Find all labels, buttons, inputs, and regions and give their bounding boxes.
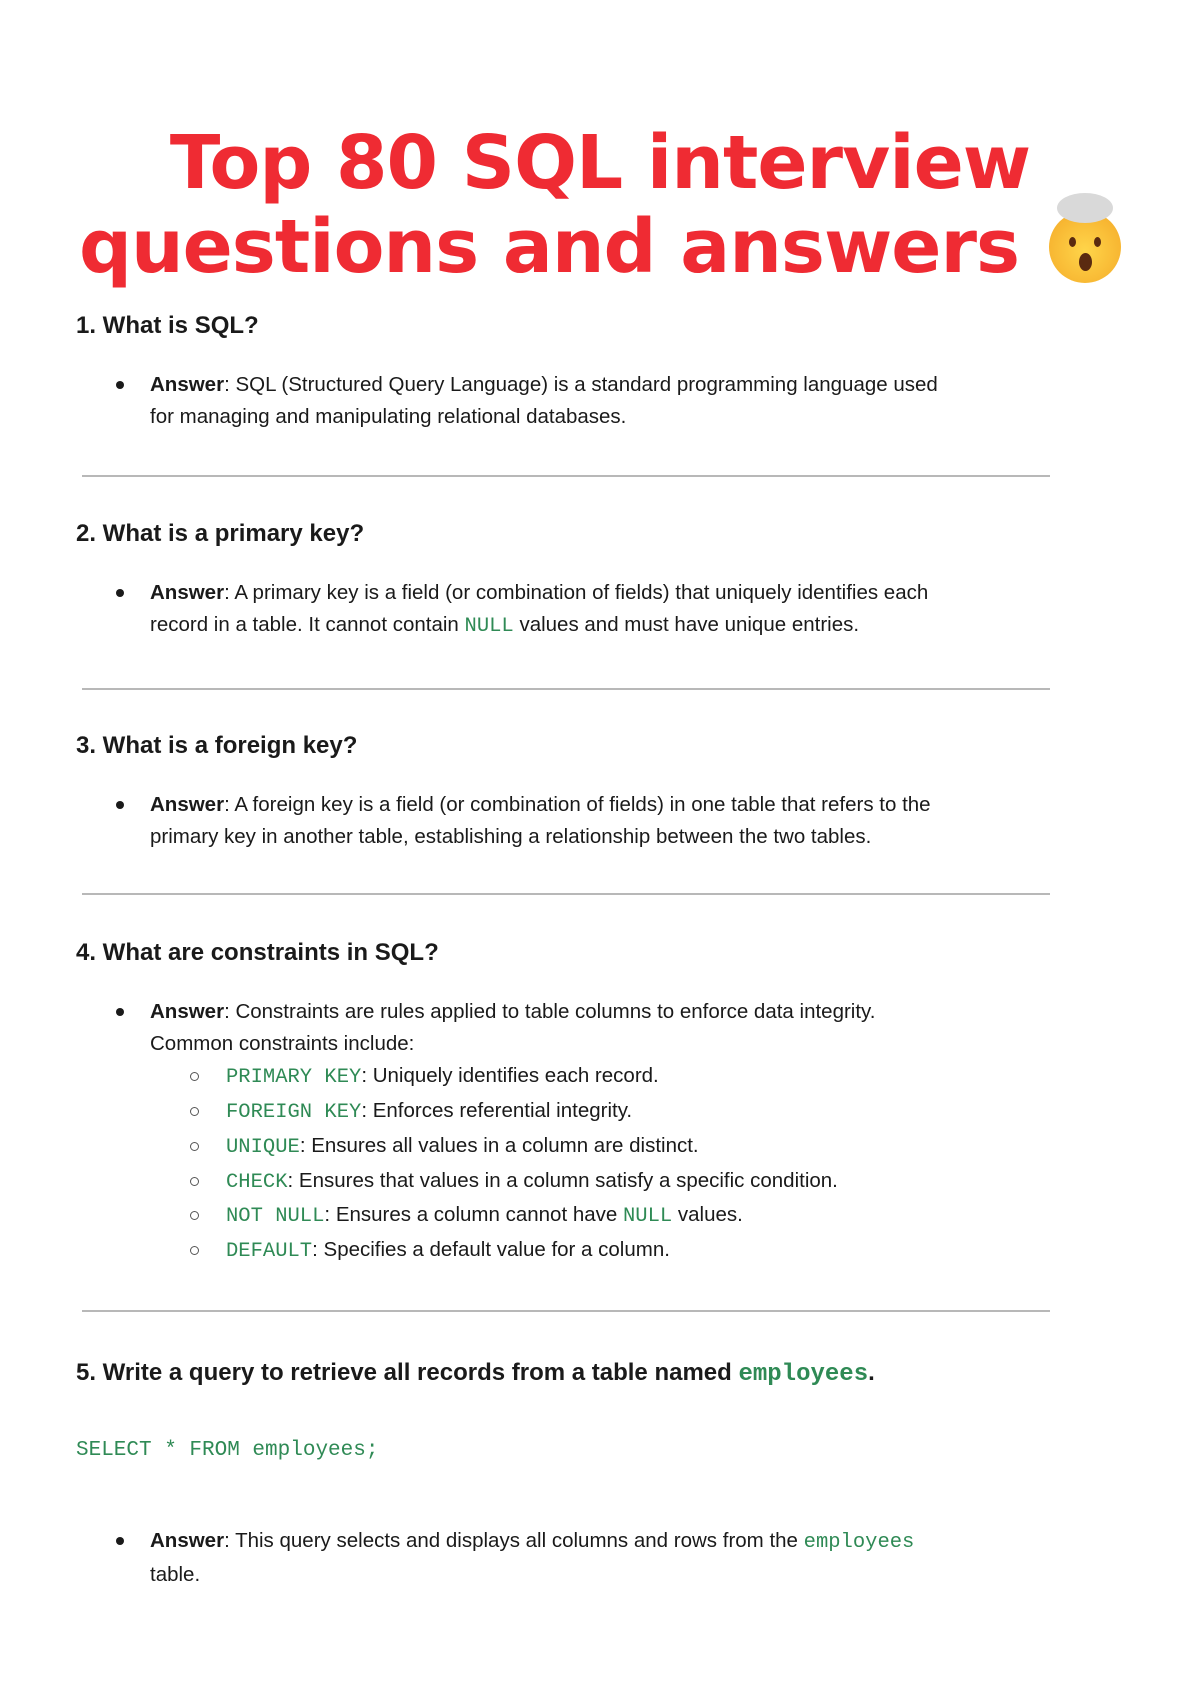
sub-bullet-icon: [190, 1142, 199, 1151]
divider: [82, 893, 1050, 895]
divider: [82, 688, 1050, 690]
constraint-text: : Ensures that values in a column satisfy a specific condition.: [287, 1169, 838, 1192]
title-line-2: [0, 204, 1200, 290]
bullet-icon: [116, 801, 124, 809]
answer-text: : A foreign key is a field (or combination of fields) in one table that refers to the: [224, 793, 931, 816]
answer-label: Answer: [150, 1000, 225, 1023]
sub-bullet-icon: [190, 1107, 199, 1116]
question-4-answer: [150, 996, 875, 1060]
answer-text: table.: [150, 1563, 201, 1586]
question-5-answer: [150, 1525, 914, 1591]
question-5-heading: [76, 1359, 875, 1388]
answer-text: : A primary key is a field (or combination of fields) that uniquely identifies each: [224, 581, 929, 604]
question-3-answer: [150, 789, 931, 853]
constraint-text: : Ensures a column cannot have: [324, 1203, 623, 1226]
inline-code: employees: [738, 1361, 869, 1388]
sub-bullet-icon: [190, 1177, 199, 1186]
answer-text: for managing and manipulating relational databases.: [150, 405, 627, 428]
constraint-item: [226, 1165, 838, 1199]
title-line-1: Top 80 SQL interview: [169, 120, 1031, 206]
inline-code: NULL: [464, 615, 514, 638]
inline-code: employees: [803, 1531, 915, 1554]
sub-bullet-icon: [190, 1246, 199, 1255]
inline-code: CHECK: [226, 1171, 288, 1194]
inline-code: PRIMARY KEY: [226, 1066, 362, 1089]
constraint-text: : Ensures all values in a column are distinct.: [299, 1134, 699, 1157]
sub-bullet-icon: [190, 1072, 199, 1081]
inline-code: UNIQUE: [226, 1136, 300, 1159]
constraint-item: [226, 1095, 632, 1129]
bullet-icon: [116, 381, 124, 389]
question-3-heading: 3. What is a foreign key?: [76, 732, 358, 759]
sql-query: SELECT * FROM employees;: [76, 1439, 379, 1462]
answer-text: primary key in another table, establishing a relationship between the two tables.: [150, 825, 872, 848]
question-2-answer: [150, 577, 928, 643]
inline-code: NULL: [622, 1205, 673, 1228]
title-line-2-text: questions and answers: [78, 204, 1020, 290]
answer-label: Answer: [150, 373, 225, 396]
answer-text: Common constraints include:: [150, 1032, 415, 1055]
heading-text: .: [868, 1359, 875, 1386]
divider: [82, 1310, 1050, 1312]
bullet-icon: [116, 1008, 124, 1016]
question-1-heading: 1. What is SQL?: [76, 312, 259, 339]
constraint-text: : Specifies a default value for a column.: [312, 1238, 670, 1261]
inline-code: FOREIGN KEY: [226, 1101, 362, 1124]
inline-code: DEFAULT: [226, 1240, 313, 1263]
bullet-icon: [116, 1537, 124, 1545]
constraint-text: values.: [672, 1203, 743, 1226]
question-4-heading: 4. What are constraints in SQL?: [76, 939, 439, 966]
answer-label: Answer: [150, 793, 225, 816]
constraint-item: [226, 1234, 670, 1268]
constraint-text: : Uniquely identifies each record.: [361, 1064, 659, 1087]
answer-text: record in a table. It cannot contain: [150, 613, 465, 636]
answer-label: Answer: [150, 1529, 225, 1552]
heading-text: 5. Write a query to retrieve all records from a table named: [76, 1359, 739, 1386]
constraint-item: [226, 1130, 699, 1164]
answer-text: values and must have unique entries.: [513, 613, 860, 636]
answer-text: : Constraints are rules applied to table columns to enforce data integrity.: [224, 1000, 876, 1023]
exploding-head-icon: [1049, 211, 1121, 283]
question-2-heading: 2. What is a primary key?: [76, 520, 365, 547]
constraint-item: [226, 1060, 659, 1094]
inline-code: NOT NULL: [226, 1205, 325, 1228]
constraint-item: [226, 1199, 743, 1233]
divider: [82, 475, 1050, 477]
answer-label: Answer: [150, 581, 225, 604]
bullet-icon: [116, 589, 124, 597]
sub-bullet-icon: [190, 1211, 199, 1220]
constraint-text: : Enforces referential integrity.: [361, 1099, 633, 1122]
question-1-answer: [150, 369, 938, 433]
answer-text: : This query selects and displays all columns and rows from the: [224, 1529, 804, 1552]
answer-text: : SQL (Structured Query Language) is a standard programming language used: [224, 373, 938, 396]
